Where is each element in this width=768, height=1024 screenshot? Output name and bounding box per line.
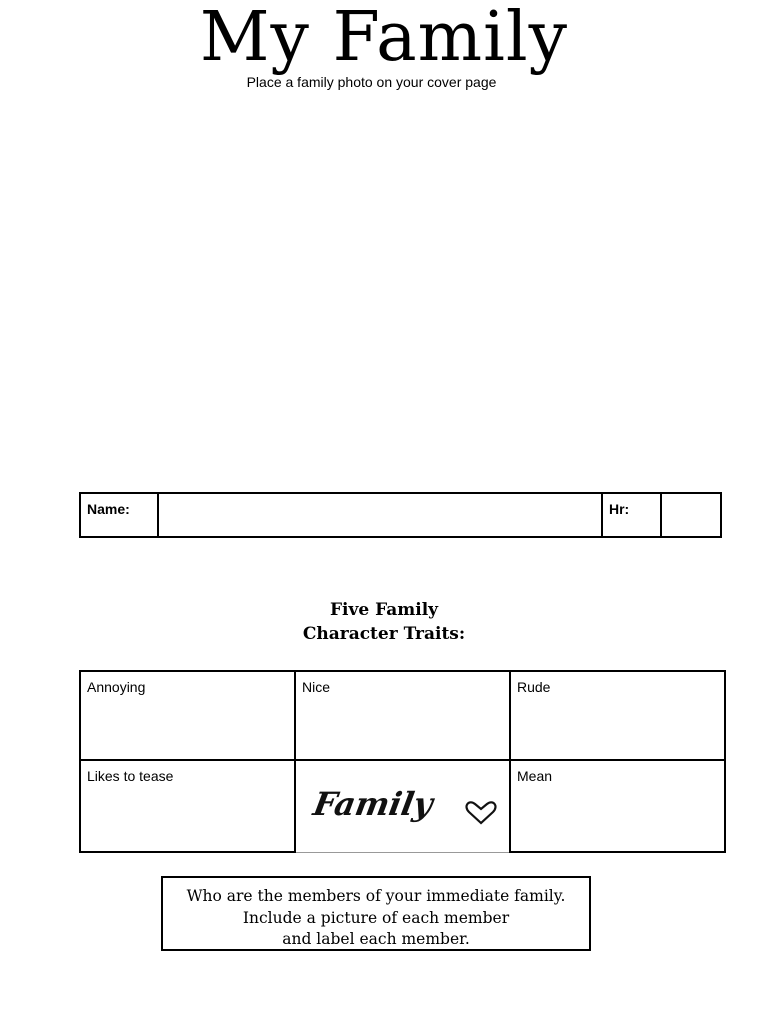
trait-cell-likes-to-tease[interactable]: Likes to tease	[80, 760, 295, 852]
hour-label: Hr:	[602, 493, 661, 537]
traits-heading-line-2: Character Traits:	[302, 624, 466, 644]
page-title: My Family	[199, 0, 569, 77]
instruction-line-3: and label each member.	[282, 930, 470, 948]
instruction-line-1: Who are the members of your immediate family.	[186, 887, 566, 905]
name-label: Name:	[80, 493, 158, 537]
trait-cell-rude[interactable]: Rude	[510, 671, 725, 760]
traits-row-1	[80, 671, 725, 760]
student-info-table	[79, 492, 722, 538]
instructions-box	[161, 876, 591, 951]
trait-cell-annoying[interactable]: Annoying	[80, 671, 295, 760]
instruction-line-2: Include a picture of each member	[242, 908, 510, 927]
family-script-text: Family	[310, 784, 436, 823]
student-info-row	[80, 493, 721, 537]
family-script-image	[295, 760, 510, 852]
traits-row-2	[80, 760, 725, 852]
trait-cell-nice[interactable]: Nice	[295, 671, 510, 760]
name-field[interactable]	[158, 493, 602, 537]
family-script-logo	[303, 775, 503, 835]
trait-cell-mean[interactable]: Mean	[510, 760, 725, 852]
traits-table	[79, 670, 726, 853]
hour-field[interactable]	[661, 493, 721, 537]
traits-heading	[0, 598, 768, 646]
page-subtitle: Place a family photo on your cover page	[246, 74, 497, 90]
heart-icon	[466, 802, 495, 823]
traits-heading-line-1: Five Family	[329, 600, 439, 620]
